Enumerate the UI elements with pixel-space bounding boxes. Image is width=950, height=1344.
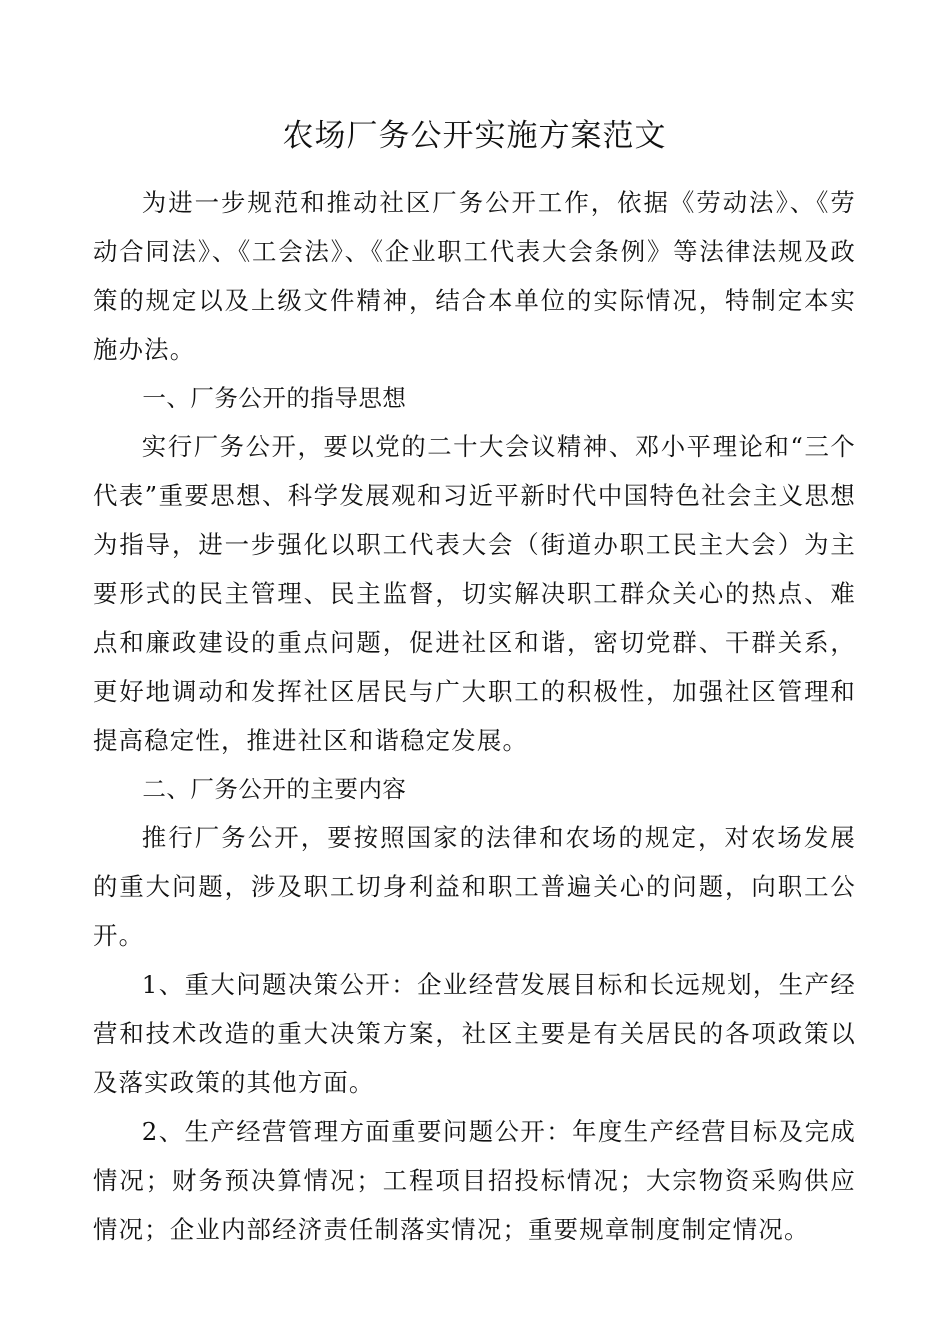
document-title: 农场厂务公开实施方案范文: [282, 118, 667, 154]
intro-paragraph: 为进一步规范和推动社区厂务公开工作，依据《劳动法》、《劳动合同法》、《工会法》、《企业职工代表大会条例》等法律法规及政策的规定以及上级文件精神，结合本单位的实际情况，特制定本实施办法。: [93, 188, 856, 364]
section-1-body: 实行厂务公开，要以党的二十大会议精神、邓小平理论和“三个代表”重要思想、科学发展观和习近平新时代中国特色社会主义思想为指导，进一步强化以职工代表大会（街道办职工民主大会）为主要形式的民主管理、民主监督，切实解决职工群众关心的热点、难点和廉政建设的重点问题，促进社区和谐，密切党群、干群关系，更好地调动和发挥社区居民与广大职工的积极性，加强社区管理和提高稳定性，推进社区和谐稳定发展。: [93, 432, 856, 755]
section-2-body: 推行厂务公开，要按照国家的法律和农场的规定，对农场发展的重大问题，涉及职工切身利益和职工普遍关心的问题，向职工公开。: [93, 823, 856, 950]
section-2-item-2: 2、生产经营管理方面重要问题公开：年度生产经营目标及完成情况；财务预决算情况；工程项目招投标情况；大宗物资采购供应情况；企业内部经济责任制落实情况；重要规章制度制定情况。: [93, 1117, 856, 1244]
section-2-item-1: 1、重大问题决策公开：企业经营发展目标和长远规划，生产经营和技术改造的重大决策方案，社区主要是有关居民的各项政策以及落实政策的其他方面。: [93, 970, 856, 1097]
document-page: [93, 112, 856, 1254]
section-2-heading: 二、厂务公开的主要内容: [142, 775, 407, 803]
section-1-heading: 一、厂务公开的指导思想: [142, 384, 407, 412]
